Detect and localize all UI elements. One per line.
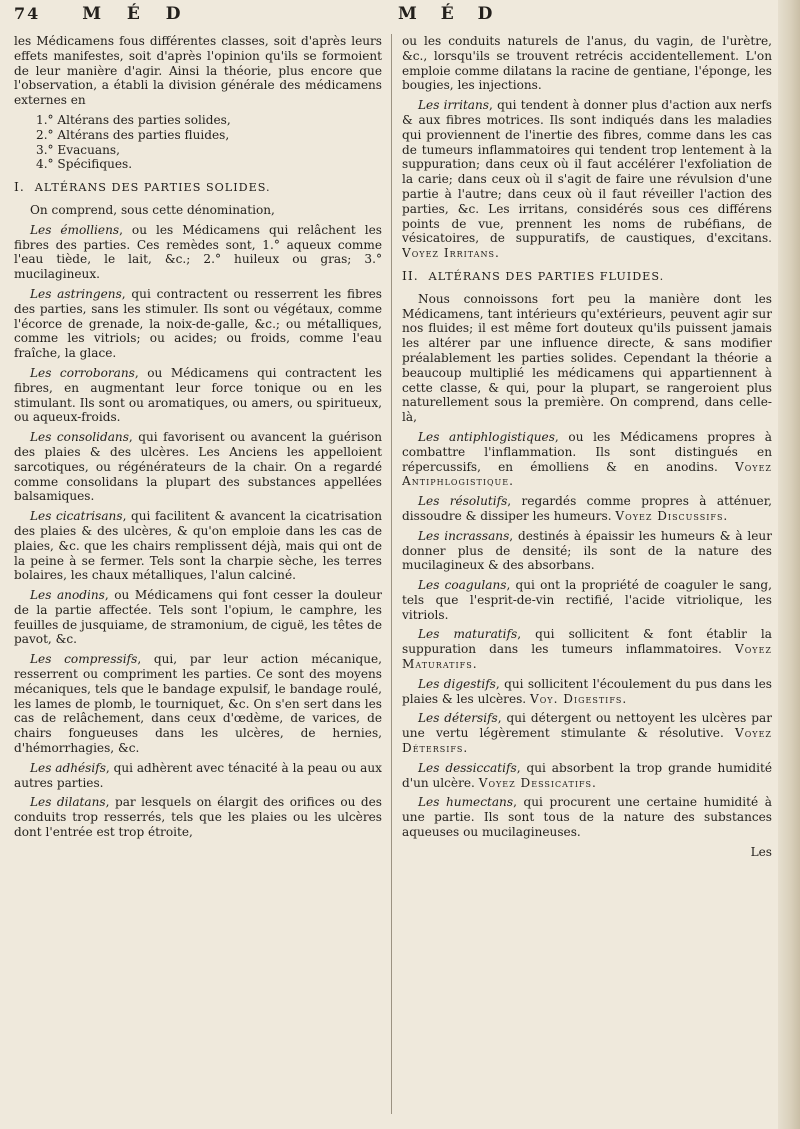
definition: , qui sollicitent & font établir la suppuration dans les tumeurs inflammatoires. [402,627,772,657]
right-running-head: M É D [398,4,502,24]
list-item: 1.° Altérans des parties solides, [36,112,231,127]
term: Les émolliens [30,222,120,237]
entry-humectans [402,795,772,839]
cross-reference: Voyez Discussifs. [615,508,729,523]
intro-paragraph: les Médicamens fous différentes classes, soit d'après leurs effets manifestes, soit d'après l'opinion qu'ils se formoient de leur manière d'agir. Ainsi la théorie, plus encore que l'observation, a établi la division générale des médicamens externes en [14,34,382,108]
section-heading-solides [14,180,382,196]
term: Les résolutifs [418,494,508,509]
definition: , qui procurent une certaine humidité à une partie. Ils sont tous de la nature des substances aqueuses ou mucilagineuses. [402,795,772,840]
term: Les compressifs [30,652,138,667]
entry-dessiccatifs [402,761,772,791]
entry-emolliens [14,223,382,282]
continued-paragraph: ou les conduits naturels de l'anus, du vagin, de l'urètre, &c., lorsqu'ils se trouvent retrécis accidentellement. L'on emploie comme dilatans la racine de gentiane, l'éponge, les bougies, les injections. [402,34,772,93]
definition: , par lesquels on élargit des orifices ou des conduits trop resserrés, tels que les plaies ou les ulcères dont l'entrée est trop étroite, [14,795,382,840]
definition: , qui adhèrent avec ténacité à la peau ou aux autres parties. [14,760,382,790]
section-number: I. [14,180,25,195]
term: Les irritans [418,98,490,113]
definition: , ou Médicamens qui font cesser la douleur de la partie affectée. Tels sont l'opium, le camphre, les feuilles de jusquiame, de stramonium, de ciguë, les têtes de pavot, &c. [14,588,382,647]
entry-incrassans [402,529,772,573]
entry-consolidans [14,430,382,504]
term: Les maturatifs [418,627,518,642]
paragraph: Nous connoissons fort peu la manière dont les Médicamens, tant intérieurs qu'extérieurs, peuvent agir sur nos fluides; il est même fort douteux qu'ils puissent jamais les altérer par une influence directe, & sans modifier préalablement les parties solides. Cependant la théorie a beaucoup multiplié les médicamens qui appartiennent à cette classe, & qui, pour la plupart, se rangeroient plus naturellement sous la première. On comprend, dans celle-là, [402,291,772,425]
term: Les détersifs [418,711,498,726]
entry-coagulans [402,578,772,622]
page-number: 74 [14,4,41,23]
list-item: 3.° Evacuans, [36,142,120,157]
term: Les incrassans [418,528,510,543]
entry-anodins [14,588,382,647]
entry-digestifs [402,677,772,707]
entry-adhesifs [14,761,382,791]
section-title: ALTÉRANS DES PARTIES FLUIDES. [428,269,665,283]
entry-compressifs [14,652,382,756]
entry-resolutifs [402,494,772,524]
term: Les anodins [30,588,105,603]
column-divider [391,34,392,1114]
term: Les dilatans [30,795,106,810]
definition: , ou les Médicamens propres à combattre l'inflammation. Ils sont distingués en répercussifs, en émolliens & en anodins. [402,429,772,474]
cross-reference: Voyez Irritans. [402,246,500,261]
section-title: ALTÉRANS DES PARTIES SOLIDES. [34,181,271,195]
definition: , ou Médicamens qui contractent les fibres, en augmentant leur force tonique ou en les stimulant. Ils sont ou aromatiques, ou amers, ou spiritueux, ou aqueux-froids. [14,365,382,425]
cross-reference: Voy. Digestifs. [530,691,628,706]
entry-antiphlogistiques [402,430,772,489]
definition: , qui ont la propriété de coaguler le sang, tels que l'esprit-de-vin rectifié, l'acide vitriolique, les vitriols. [402,578,772,622]
definition: , qui, par leur action mécanique, resserrent ou compriment les parties. Ce sont des moyens mécaniques, tels que le bandage expulsif, le bandage roulé, les lames de plomb, le tourniquet, &c. On s'en sert dans les cas de relâchement, dans ceux d'œdème, de varices, de chairs fongueuses dans les ulcères, de hernies, d'hémorrhagies, &c. [14,652,382,756]
page-edge-shadow [778,0,800,1129]
definition: , regardés comme propres à atténuer, dissoudre & dissiper les humeurs. [402,494,772,523]
definition: , destinés à épaissir les humeurs & à leur donner plus de densité; ils sont de la nature des mucilagineux & des absorbans. [402,528,772,573]
right-column [402,34,772,1124]
term: Les cicatrisans [30,509,123,524]
left-column [14,34,382,1124]
entry-irritans [402,98,772,261]
term: Les dessiccatifs [418,760,517,775]
term: Les coagulans [418,578,507,593]
term: Les antiphlogistiques [418,429,555,444]
entry-maturatifs [402,627,772,671]
entry-corroborans [14,366,382,425]
section-number: II. [402,268,419,283]
term: Les consolidans [30,430,129,445]
definition: , ou les Médicamens qui relâchent les fibres des parties. Ces remèdes sont, 1.° aqueux comme l'eau tiède, le lait, &c.; 2.° huileux ou gras; 3.° mucilagineux. [14,222,382,282]
left-running-head [14,4,394,30]
definition: , qui favorisent ou avancent la guérison des plaies & des ulcères. Les Anciens les appelloient sarcotiques, ou régénérateurs de la chair. On a regardé comme consolidans la plupart des substances appellées balsamiques. [14,430,382,504]
definition: , qui facilitent & avancent la cicatrisation des plaies & des ulcères, & qu'on emploie dans les cas de plaies, &c. que les chairs remplissent déjà, mais qui ont de la peine à se fermer. Tels sont la charpie sèche, les terres bolaires, les chaux métalliques, l'alun calciné. [14,509,382,583]
entry-astringens [14,287,382,361]
term: Les corroborans [30,365,135,380]
cross-reference: Voyez Détersifs. [402,726,772,756]
term: Les digestifs [418,676,496,691]
cross-reference: Voyez Maturatifs. [402,642,772,672]
definition: , qui absorbent la trop grande humidité d'un ulcère. [402,760,772,790]
cross-reference: Voyez Antiphlogistique. [402,459,772,489]
term: Les adhésifs [30,760,106,775]
entry-cicatrisans [14,509,382,583]
definition: , qui sollicitent l'écoulement du pus dans les plaies & les ulcères. [402,676,772,706]
term: Les astringens [30,286,122,301]
entry-detersifs [402,711,772,755]
definition: , qui contractent ou resserrent les fibres des parties, sans les stimuler. Ils sont ou végétaux, comme l'écorce de grenade, la noix-de-galle, &c.; ou métalliques, comme les vitriols; ou acides; ou froids, comme l'eau fraîche, la glace. [14,286,382,361]
left-head-word: M É D [82,4,191,24]
entry-dilatans [14,795,382,839]
catchword: Les [750,844,772,859]
cross-reference: Voyez Dessicatifs. [478,775,597,790]
section-heading-fluides [402,269,772,285]
term: Les humectans [418,795,514,810]
definition: , qui tendent à donner plus d'action aux nerfs & aux fibres motrices. Ils sont indiqués dans les maladies qui proviennent de l'inertie des fibres, comme dans les cas de tumeurs inflammatoires qui tendent trop lentement à la suppuration; dans ceux où il faut accélérer l'exfoliation de la carie; dans ceux où il s'agit de faire une révulsion d'une partie à l'autre; dans ceux où il faut réveiller l'action des parties, &c. Les irritans, considérés sous ces différens points de vue, prennent les noms de rubéfians, de vésicatoires, de suppuratifs, de caustiques, d'excitans. [402,98,772,246]
list-item: 4.° Spécifiques. [36,157,133,172]
definition: , qui détergent ou nettoyent les ulcères par une vertu légèrement stimulante & résolutive. [402,711,772,741]
paragraph: On comprend, sous cette dénomination, [30,202,275,217]
list-item: 2.° Altérans des parties fluides, [36,127,230,142]
